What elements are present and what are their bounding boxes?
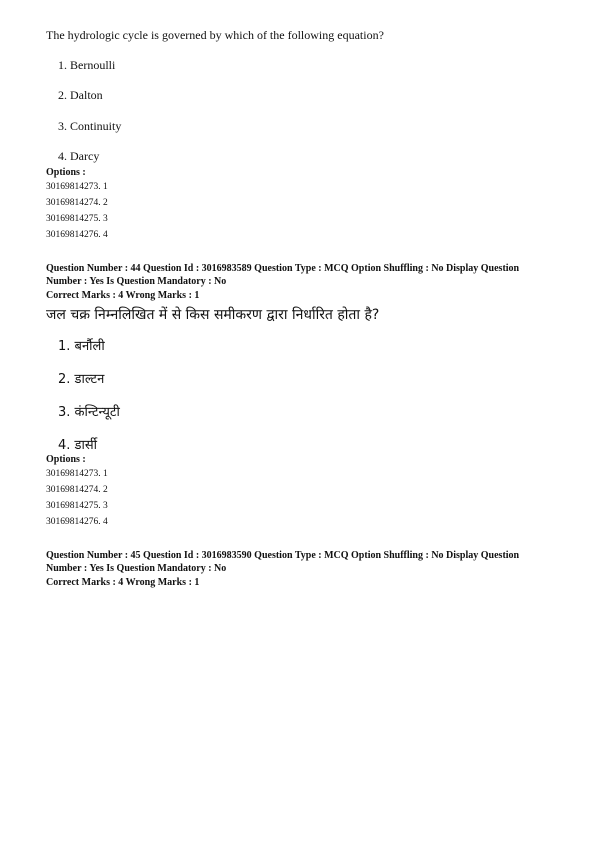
q43-option-1: 1. Bernoulli — [58, 58, 116, 72]
q44-option-1: 1. बर्नौली — [58, 339, 105, 354]
q44-meta-line-2: Number : Yes Is Question Mandatory : No — [46, 276, 227, 287]
q44-meta-line-3: Correct Marks : 4 Wrong Marks : 1 — [46, 290, 200, 301]
q44-option-id-4: 30169814276. 4 — [46, 517, 108, 527]
q43-option-id-4: 30169814276. 4 — [46, 230, 108, 240]
question-44-text: जल चक्र निम्नलिखित में से किस समीकरण द्वारा निर्धारित होता है? — [46, 307, 380, 323]
question-43-text: The hydrologic cycle is governed by which of the following equation? — [46, 28, 384, 42]
q44-options-label: Options : — [46, 454, 86, 465]
q43-option-3: 3. Continuity — [58, 119, 122, 133]
q43-options-label: Options : — [46, 167, 86, 178]
q44-option-3: 3. कंन्टिन्यूटी — [58, 405, 120, 420]
q43-option-2: 2. Dalton — [58, 88, 103, 102]
q45-meta-line-2: Number : Yes Is Question Mandatory : No — [46, 563, 227, 574]
q44-option-4: 4. डार्सी — [58, 438, 98, 453]
q43-option-id-2: 30169814274. 2 — [46, 198, 108, 208]
q43-option-id-3: 30169814275. 3 — [46, 214, 108, 224]
q44-option-id-1: 30169814273. 1 — [46, 469, 108, 479]
q44-option-id-2: 30169814274. 2 — [46, 485, 108, 495]
q44-option-id-3: 30169814275. 3 — [46, 501, 108, 511]
q45-meta-line-1: Question Number : 45 Question Id : 3016983590 Question Type : MCQ Option Shuffling : No Display Question — [46, 550, 520, 561]
q44-option-2: 2. डाल्टन — [58, 372, 105, 387]
q45-meta-line-3: Correct Marks : 4 Wrong Marks : 1 — [46, 577, 200, 588]
q44-meta-line-1: Question Number : 44 Question Id : 3016983589 Question Type : MCQ Option Shuffling : No Display Question — [46, 263, 520, 274]
q43-option-id-1: 30169814273. 1 — [46, 182, 108, 192]
q43-option-4: 4. Darcy — [58, 149, 100, 163]
